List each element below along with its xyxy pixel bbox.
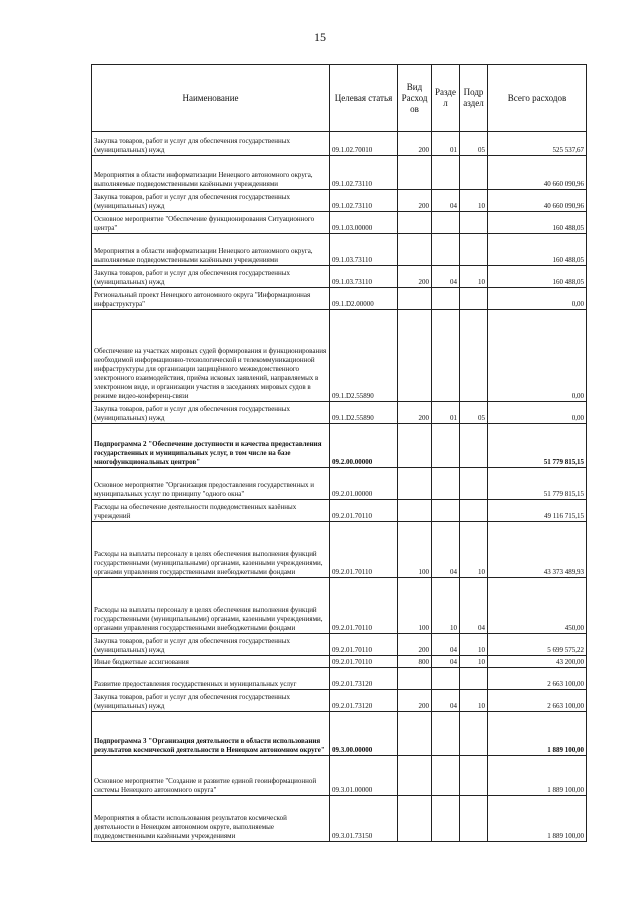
row-podrazdel: 10	[460, 690, 488, 712]
row-name: Закупка товаров, работ и услуг для обеспечения государственных (муниципальных) нужд	[92, 402, 330, 424]
row-name: Расходы на обеспечение деятельности подведомственных казённых учреждений	[92, 500, 330, 522]
table-row	[92, 424, 587, 468]
header-name: Наименование	[92, 65, 330, 132]
row-razdel	[432, 796, 460, 842]
table-row	[92, 668, 587, 690]
row-razdel	[432, 156, 460, 190]
row-name: Расходы на выплаты персоналу в целях обеспечения выполнения функций государственными (муниципальными) органами, казенными учреждениями, органами управления государственными внебюджетными фондами	[92, 522, 330, 578]
table-row	[92, 468, 587, 500]
row-code: 09.1.02.70010	[330, 132, 398, 156]
row-razdel: 04	[432, 522, 460, 578]
row-name: Мероприятия в области информатизации Ненецкого автономного округа, выполняемые подведомственными казёнными учреждениями	[92, 156, 330, 190]
table-row	[92, 712, 587, 756]
row-razdel	[432, 424, 460, 468]
row-code: 09.2.01.70110	[330, 656, 398, 668]
table-row	[92, 656, 587, 668]
row-vid	[398, 234, 432, 266]
row-podrazdel: 04	[460, 578, 488, 634]
row-vid: 200	[398, 634, 432, 656]
row-razdel: 01	[432, 402, 460, 424]
row-amount: 1 889 100,00	[488, 796, 587, 842]
row-amount: 2 663 100,00	[488, 690, 587, 712]
row-code: 09.1.03.73110	[330, 234, 398, 266]
row-name: Развитие предоставления государственных и муниципальных услуг	[92, 668, 330, 690]
header-total: Всего расходов	[488, 65, 587, 132]
table-row	[92, 402, 587, 424]
row-vid: 200	[398, 402, 432, 424]
row-amount: 40 660 090,96	[488, 156, 587, 190]
header-vid: Вид Расход ов	[398, 65, 432, 132]
row-razdel: 04	[432, 190, 460, 212]
row-name: Основное мероприятие "Обеспечение функционирования Ситуационного центра"	[92, 212, 330, 234]
table-row	[92, 156, 587, 190]
row-name: Подпрограмма 3 "Организация деятельности в области использования результатов космической деятельности в Ненецком автономном округе"	[92, 712, 330, 756]
row-amount: 51 779 815,15	[488, 468, 587, 500]
row-podrazdel: 05	[460, 402, 488, 424]
row-vid: 200	[398, 690, 432, 712]
table-header-row	[92, 65, 587, 132]
row-podrazdel: 10	[460, 266, 488, 288]
row-vid	[398, 756, 432, 796]
row-vid: 100	[398, 578, 432, 634]
row-podrazdel: 10	[460, 656, 488, 668]
row-razdel	[432, 234, 460, 266]
row-amount: 525 537,67	[488, 132, 587, 156]
row-vid: 800	[398, 656, 432, 668]
row-podrazdel	[460, 668, 488, 690]
row-name: Закупка товаров, работ и услуг для обеспечения государственных (муниципальных) нужд	[92, 132, 330, 156]
row-vid	[398, 288, 432, 310]
table-row	[92, 500, 587, 522]
table-row	[92, 234, 587, 266]
row-amount: 160 488,05	[488, 266, 587, 288]
row-code: 09.1.03.73110	[330, 266, 398, 288]
row-razdel: 10	[432, 578, 460, 634]
row-amount: 5 699 575,22	[488, 634, 587, 656]
row-podrazdel	[460, 756, 488, 796]
table-row	[92, 634, 587, 656]
row-razdel	[432, 712, 460, 756]
row-amount: 43 373 489,93	[488, 522, 587, 578]
row-code: 09.1.02.73110	[330, 156, 398, 190]
row-code: 09.1.D2.55890	[330, 402, 398, 424]
row-code: 09.2.01.73120	[330, 690, 398, 712]
table-row	[92, 578, 587, 634]
row-razdel	[432, 212, 460, 234]
row-vid: 100	[398, 522, 432, 578]
row-amount: 1 889 100,00	[488, 712, 587, 756]
row-podrazdel	[460, 468, 488, 500]
row-vid	[398, 500, 432, 522]
table-row	[92, 190, 587, 212]
row-name: Основное мероприятие "Создание и развитие единой геоинформационной системы Ненецкого автономного округа"	[92, 756, 330, 796]
row-code: 09.3.01.73150	[330, 796, 398, 842]
row-vid	[398, 668, 432, 690]
row-podrazdel: 05	[460, 132, 488, 156]
row-vid: 200	[398, 266, 432, 288]
row-razdel	[432, 288, 460, 310]
row-podrazdel	[460, 796, 488, 842]
row-podrazdel	[460, 712, 488, 756]
header-target: Целевая статья	[330, 65, 398, 132]
row-code: 09.1.D2.00000	[330, 288, 398, 310]
row-podrazdel	[460, 156, 488, 190]
header-razdel: Разде л	[432, 65, 460, 132]
row-podrazdel	[460, 234, 488, 266]
row-razdel	[432, 756, 460, 796]
row-podrazdel	[460, 288, 488, 310]
row-code: 09.2.01.73120	[330, 668, 398, 690]
row-name: Региональный проект Ненецкого автономного округа "Информационная инфраструктура"	[92, 288, 330, 310]
row-vid	[398, 156, 432, 190]
row-code: 09.3.01.00000	[330, 756, 398, 796]
table-row	[92, 690, 587, 712]
row-name: Основное мероприятие "Организация предоставления государственных и муниципальных услуг по принципу "одного окна"	[92, 468, 330, 500]
row-amount: 160 488,05	[488, 234, 587, 266]
row-name: Мероприятия в области использования результатов космической деятельности в Ненецком автономном округе, выполняемые подведомственными казёнными учреждениями	[92, 796, 330, 842]
row-name: Обеспечение на участках мировых судей формирования и функционирования необходимой информационно-технологической и телекоммуникационной инфраструктуры для организации защищённого межведомственного электронного взаимодействия, приёма исковых заявлений, направляемых в электронном виде, и организации участия в заседаниях мировых судов в режиме видео-конференц-связи	[92, 310, 330, 402]
row-name: Закупка товаров, работ и услуг для обеспечения государственных (муниципальных) нужд	[92, 190, 330, 212]
row-vid	[398, 468, 432, 500]
budget-table	[91, 64, 587, 842]
row-razdel	[432, 310, 460, 402]
row-vid	[398, 310, 432, 402]
row-amount: 40 660 090,96	[488, 190, 587, 212]
table-row	[92, 522, 587, 578]
row-name: Подпрограмма 2 "Обеспечение доступности и качества предоставления государственных и муниципальных услуг, в том числе на базе многофункциональных центров"	[92, 424, 330, 468]
row-code: 09.2.01.70110	[330, 500, 398, 522]
table-row	[92, 288, 587, 310]
row-amount: 450,00	[488, 578, 587, 634]
row-name: Закупка товаров, работ и услуг для обеспечения государственных (муниципальных) нужд	[92, 690, 330, 712]
row-podrazdel	[460, 500, 488, 522]
row-razdel	[432, 468, 460, 500]
row-amount: 0,00	[488, 288, 587, 310]
row-amount: 49 116 715,15	[488, 500, 587, 522]
row-code: 09.2.01.70110	[330, 634, 398, 656]
row-code: 09.2.01.70110	[330, 578, 398, 634]
row-razdel: 04	[432, 266, 460, 288]
row-amount: 160 488,05	[488, 212, 587, 234]
row-vid	[398, 796, 432, 842]
row-amount: 0,00	[488, 402, 587, 424]
row-code: 09.2.00.00000	[330, 424, 398, 468]
row-podrazdel	[460, 310, 488, 402]
row-podrazdel: 10	[460, 634, 488, 656]
row-name: Закупка товаров, работ и услуг для обеспечения государственных (муниципальных) нужд	[92, 266, 330, 288]
row-name: Расходы на выплаты персоналу в целях обеспечения выполнения функций государственными (муниципальными) органами, казенными учреждениями, органами управления государственными внебюджетными фондами	[92, 578, 330, 634]
row-razdel: 04	[432, 634, 460, 656]
row-amount: 43 200,00	[488, 656, 587, 668]
header-podrazdel: Подр аздел	[460, 65, 488, 132]
row-code: 09.3.00.00000	[330, 712, 398, 756]
row-razdel: 04	[432, 656, 460, 668]
row-name: Мероприятия в области информатизации Ненецкого автономного округа, выполняемые подведомственными казёнными учреждениями	[92, 234, 330, 266]
row-name: Закупка товаров, работ и услуг для обеспечения государственных (муниципальных) нужд	[92, 634, 330, 656]
row-podrazdel: 10	[460, 190, 488, 212]
page-number: 15	[314, 30, 326, 44]
row-code: 09.1.02.73110	[330, 190, 398, 212]
row-amount: 51 779 815,15	[488, 424, 587, 468]
row-amount: 1 889 100,00	[488, 756, 587, 796]
row-code: 09.2.01.00000	[330, 468, 398, 500]
row-vid: 200	[398, 132, 432, 156]
row-podrazdel: 10	[460, 522, 488, 578]
row-vid	[398, 424, 432, 468]
row-vid	[398, 712, 432, 756]
row-amount: 2 663 100,00	[488, 668, 587, 690]
row-name: Иные бюджетные ассигнования	[92, 656, 330, 668]
row-razdel	[432, 500, 460, 522]
table-row	[92, 796, 587, 842]
row-code: 09.1.D2.55890	[330, 310, 398, 402]
row-podrazdel	[460, 424, 488, 468]
row-razdel: 01	[432, 132, 460, 156]
row-razdel: 04	[432, 690, 460, 712]
row-podrazdel	[460, 212, 488, 234]
table-row	[92, 132, 587, 156]
row-razdel	[432, 668, 460, 690]
row-code: 09.2.01.70110	[330, 522, 398, 578]
row-code: 09.1.03.00000	[330, 212, 398, 234]
table-row	[92, 756, 587, 796]
row-vid: 200	[398, 190, 432, 212]
row-vid	[398, 212, 432, 234]
table-row	[92, 310, 587, 402]
row-amount: 0,00	[488, 310, 587, 402]
table-row	[92, 212, 587, 234]
table-row	[92, 266, 587, 288]
